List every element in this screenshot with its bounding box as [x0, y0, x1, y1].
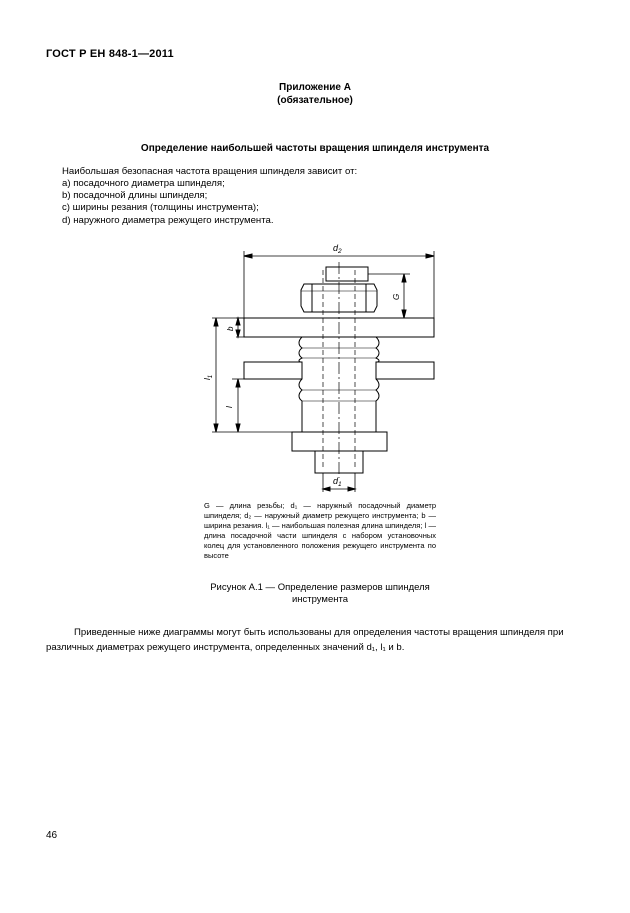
list-item: d) наружного диаметра режущего инструмента.: [62, 214, 274, 226]
list-item: а) посадочного диаметра шпинделя;: [62, 178, 225, 189]
label-d1: $d_1$: [333, 476, 342, 488]
figure-legend: G — длина резьбы; d₁ — наружный посадочный диаметр шпинделя; d₂ — наружный диаметр режущего инструмента; b — ширина резания. l₁ — наибольшая полезная длина шпинделя; l — длина посадочной части шпинделя с набором установочных колец для установленного положения режущего инструмента по высоте: [204, 501, 436, 560]
list-item: b) посадочной длины шпинделя;: [62, 190, 208, 202]
label-b: b: [226, 326, 235, 331]
label-G: G: [392, 293, 401, 300]
intro-paragraph: Наибольшая безопасная частота вращения шпинделя зависит от:: [62, 166, 358, 177]
page-number: 46: [46, 830, 58, 841]
section-title: Определение наибольшей частоты вращения шпинделя инструмента: [140, 143, 490, 154]
annex-status: (обязательное): [277, 95, 353, 106]
list-item: c) ширины резания (толщины инструмента);: [62, 202, 259, 214]
figure-caption: Рисунок А.1 — Определение размеров шпинделя инструмента: [210, 582, 430, 605]
label-l: l: [225, 406, 234, 408]
closing-paragraph: Приведенные ниже диаграммы могут быть использованы для определения частоты вращения шпинделя при различных диаметрах режущего инструмента, определенных значений d₁, l₁ и b.: [46, 627, 564, 653]
document-header: ГОСТ Р ЕН 848-1—2011: [46, 48, 174, 60]
label-l1: $l_1$: [203, 374, 214, 380]
label-d2: $d_2$: [333, 243, 342, 255]
annex-title: Приложение А: [279, 82, 351, 93]
